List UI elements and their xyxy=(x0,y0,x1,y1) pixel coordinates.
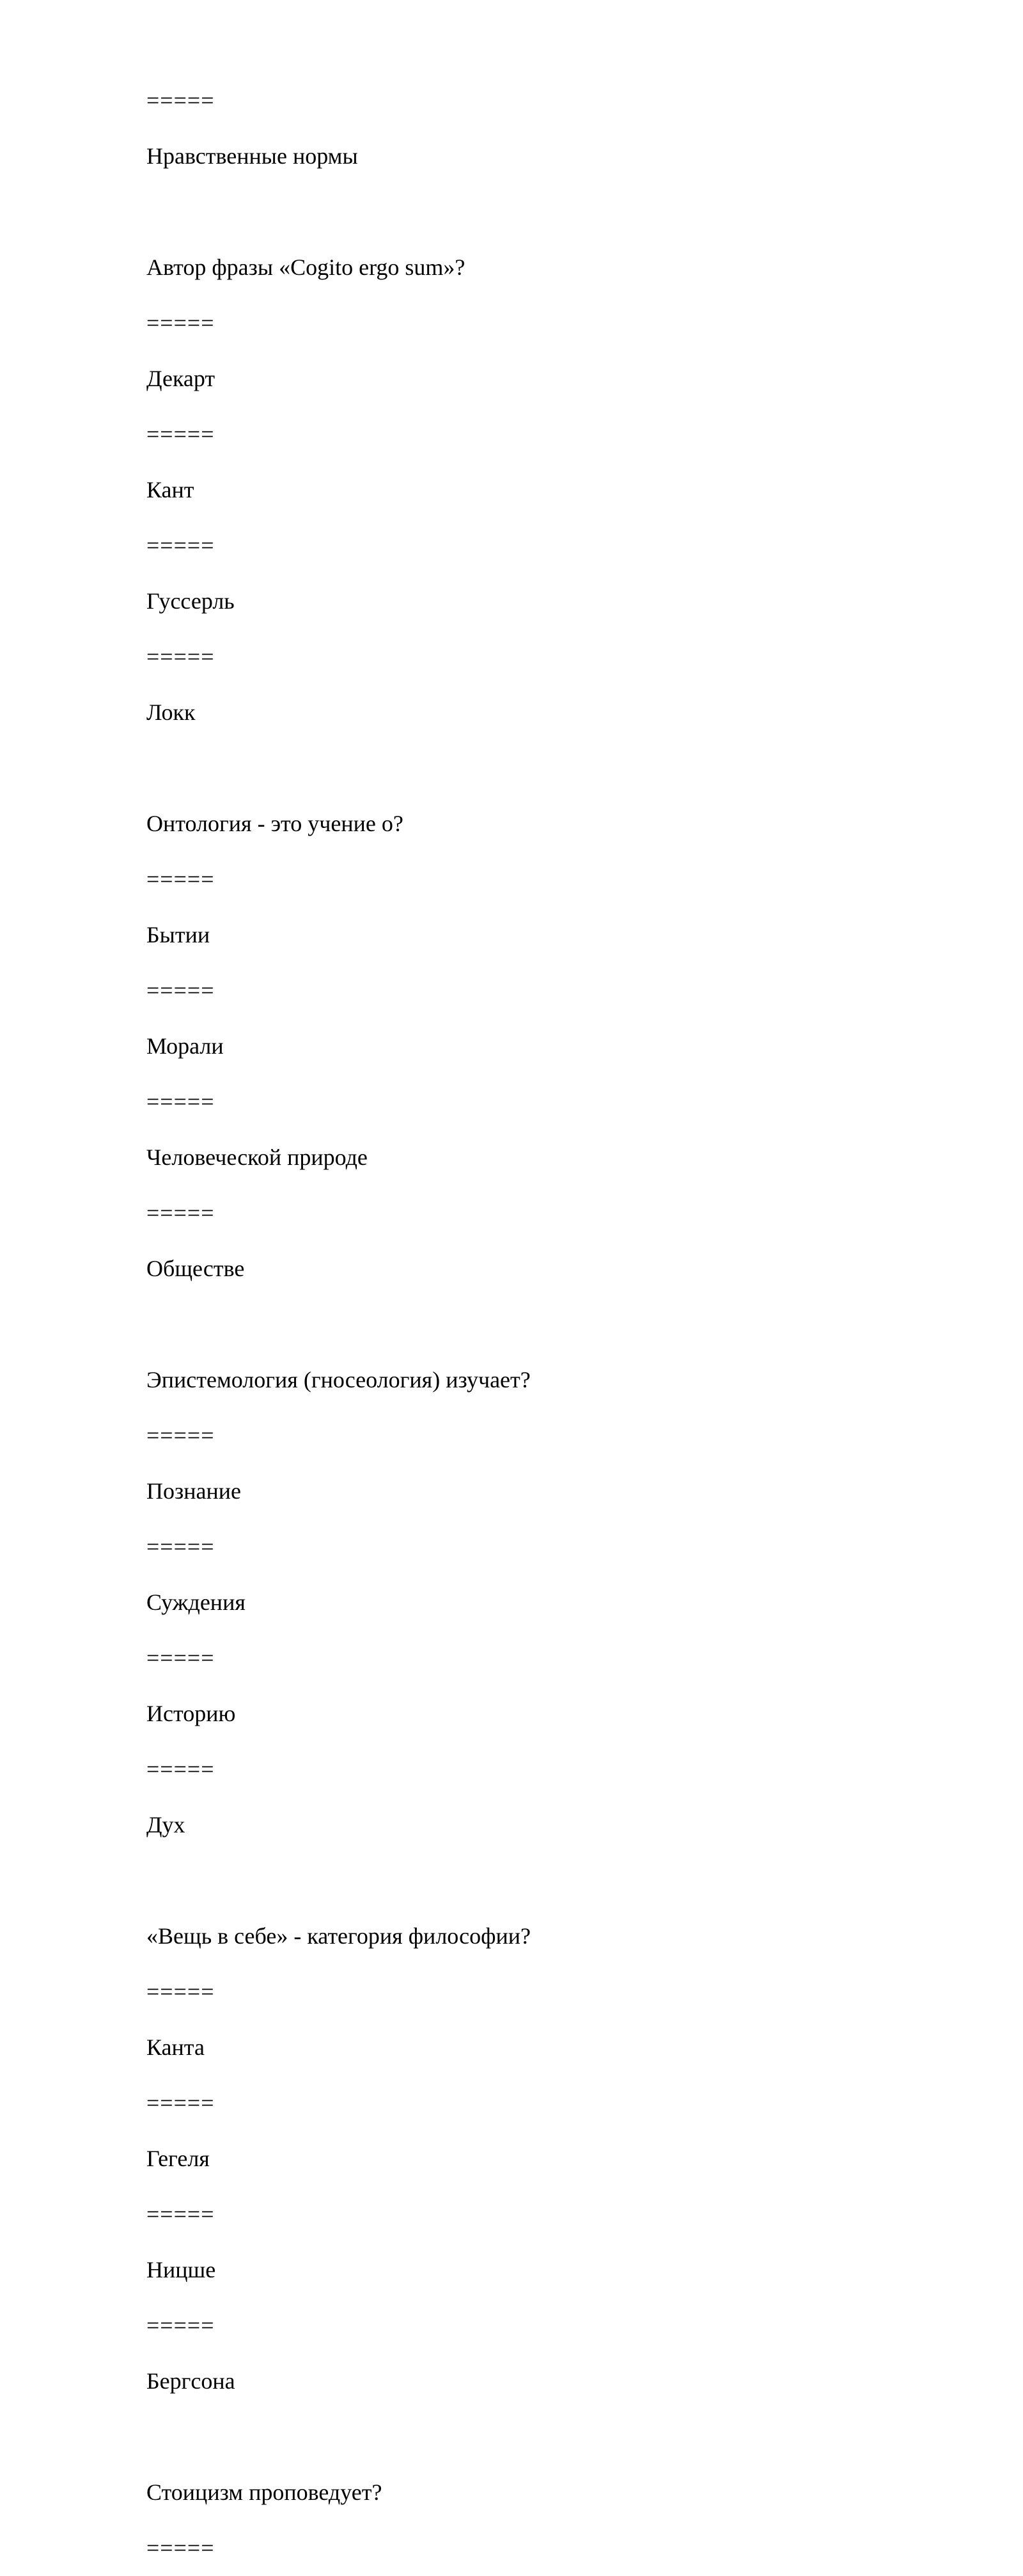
question-line: «Вещь в себе» - категория философии? xyxy=(146,1923,531,1949)
separator-line: ===== xyxy=(146,2201,215,2227)
answer-line: Гегеля xyxy=(146,2146,210,2171)
answer-line: Бергсона xyxy=(146,2368,235,2394)
separator-line: ===== xyxy=(146,1534,215,1559)
separator-line: ===== xyxy=(146,1645,215,1671)
answer-line: Декарт xyxy=(146,366,215,391)
separator-line: ===== xyxy=(146,533,215,558)
blank-line xyxy=(146,740,914,796)
answer-line: Бытии xyxy=(146,922,210,948)
answer-line: Человеческой природе xyxy=(146,1144,368,1170)
answer-line: Канта xyxy=(146,2034,205,2060)
answer-line: Морали xyxy=(146,1033,224,1059)
question-line: Стоицизм проповедует? xyxy=(146,2479,382,2505)
blank-line xyxy=(146,1297,914,1352)
separator-line: ===== xyxy=(146,1423,215,1448)
separator-line: ===== xyxy=(146,1979,215,2004)
separator-line: ===== xyxy=(146,978,215,1003)
answer-line: Ницше xyxy=(146,2257,216,2283)
blank-line xyxy=(146,2409,914,2465)
answer-line: Познание xyxy=(146,1478,241,1504)
answer-line: Историю xyxy=(146,1701,236,1726)
blank-line xyxy=(146,1853,914,1909)
separator-line: ===== xyxy=(146,421,215,447)
separator-line: ===== xyxy=(146,866,215,892)
question-line: Автор фразы «Cogito ergo sum»? xyxy=(146,254,465,280)
answer-line: Нравственные нормы xyxy=(146,143,358,169)
answer-line: Дух xyxy=(146,1812,185,1838)
document-body xyxy=(146,73,914,2576)
separator-line: ===== xyxy=(146,2090,215,2116)
separator-line: ===== xyxy=(146,1089,215,1114)
answer-line: Обществе xyxy=(146,1256,245,1281)
separator-line: ===== xyxy=(146,310,215,336)
separator-line: ===== xyxy=(146,2313,215,2338)
separator-line: ===== xyxy=(146,1200,215,1226)
answer-line: Кант xyxy=(146,477,194,503)
answer-line: Локк xyxy=(146,699,196,725)
question-line: Онтология - это учение о? xyxy=(146,811,403,836)
blank-line xyxy=(146,184,914,240)
answer-line: Гуссерль xyxy=(146,588,235,614)
separator-line: ===== xyxy=(146,644,215,669)
answer-line: Суждения xyxy=(146,1589,246,1615)
question-line: Эпистемология (гносеология) изучает? xyxy=(146,1367,531,1393)
separator-line: ===== xyxy=(146,1756,215,1782)
separator-line: ===== xyxy=(146,88,215,113)
separator-line: ===== xyxy=(146,2535,215,2561)
